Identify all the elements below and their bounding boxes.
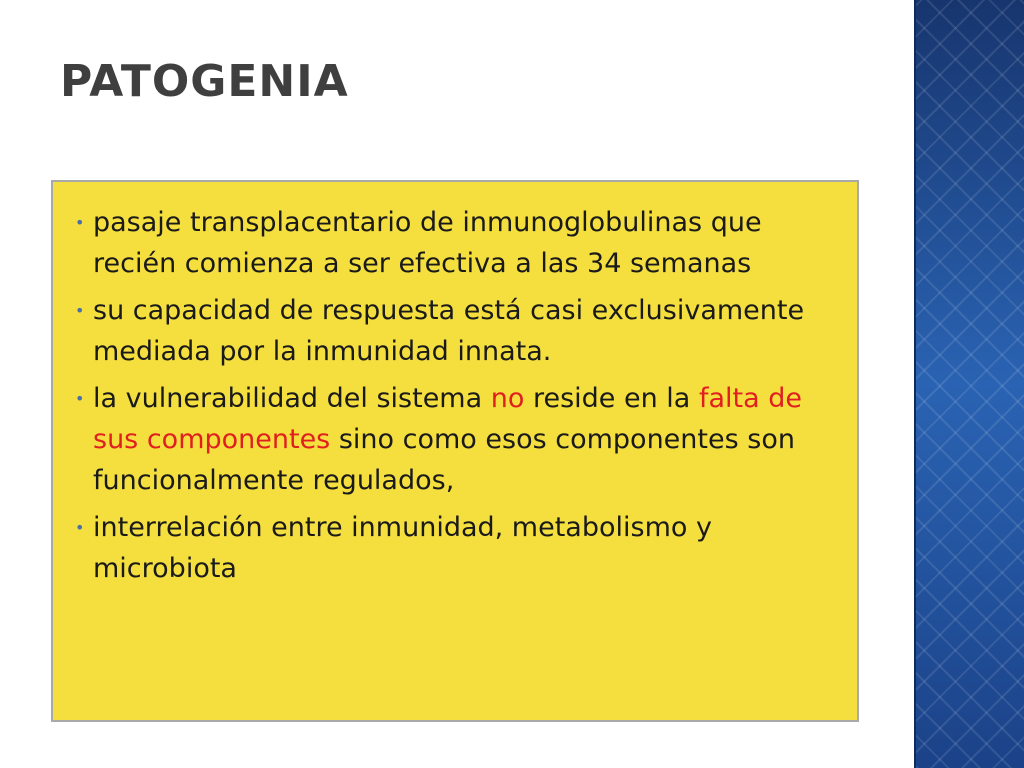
bullet-text: sino como esos componentes son funcionalmente regulados,	[93, 424, 795, 496]
highlighted-text: no	[490, 383, 525, 414]
content-box	[51, 180, 859, 722]
bullet-text: la vulnerabilidad del sistema	[93, 383, 491, 414]
bullet-dot-icon: •	[75, 389, 85, 408]
bullet-text: su capacidad de respuesta está casi exclusivamente mediada por la inmunidad innata.	[93, 295, 805, 367]
bullet-item-vulnerability	[75, 378, 837, 501]
bullet-text: reside en la	[524, 383, 699, 414]
bullet-dot-icon: •	[75, 301, 85, 320]
bullet-item-interrelation	[75, 507, 837, 589]
decorative-side-band	[914, 0, 1024, 768]
bullet-text: interrelación entre inmunidad, metabolismo y microbiota	[93, 512, 712, 584]
slide-title: PATOGENIA	[60, 56, 349, 107]
bullet-item-transplacental	[75, 202, 837, 284]
bullet-dot-icon: •	[75, 213, 85, 232]
bullet-text: pasaje transplacentario de inmunoglobulinas que recién comienza a ser efectiva a las 34 semanas	[93, 207, 762, 279]
bullet-dot-icon: •	[75, 518, 85, 537]
bullet-list	[75, 202, 837, 589]
highlighted-text: falta de sus componentes	[93, 383, 802, 455]
bullet-item-response-capacity	[75, 290, 837, 372]
